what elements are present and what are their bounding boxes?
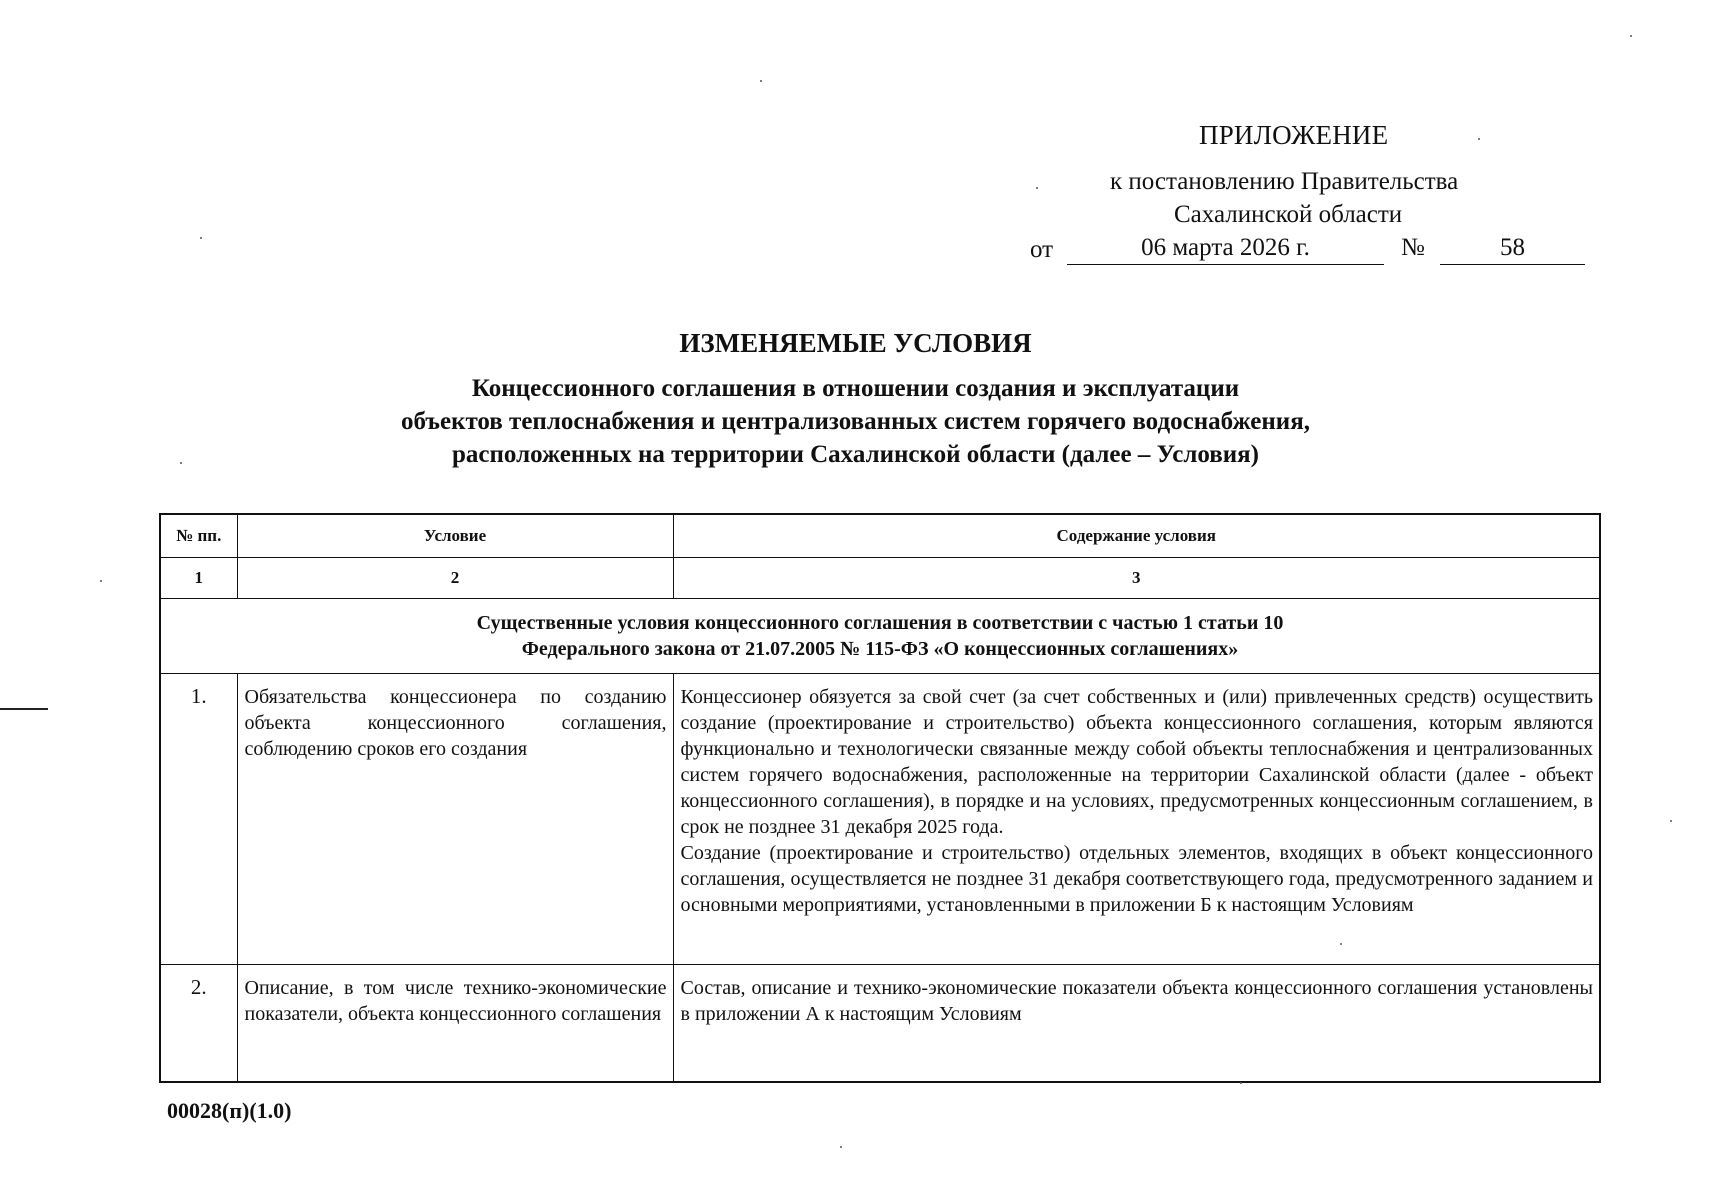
row-condition: Описание, в том числе технико-экономические показатели, объекта концессионного соглашения	[237, 965, 673, 1083]
column-number: 3	[673, 558, 1600, 599]
subtitle-line: Концессионного соглашения в отношении создания и эксплуатации	[471, 375, 1240, 402]
scan-speck	[1036, 187, 1038, 189]
table-row	[160, 965, 1600, 1083]
row-content	[673, 965, 1600, 1083]
table-row	[160, 674, 1600, 965]
appendix-title: ПРИЛОЖЕНИЕ	[1199, 120, 1389, 150]
column-number: 2	[237, 558, 673, 599]
scan-speck	[1630, 35, 1632, 37]
scan-speck	[200, 237, 202, 239]
scan-speck	[760, 80, 762, 82]
header-number: № пп.	[160, 514, 237, 558]
conditions-table	[159, 513, 1601, 1083]
header-content: Содержание условия	[673, 514, 1600, 558]
column-number: 1	[160, 558, 237, 599]
date-label: от	[1030, 236, 1054, 263]
section-header	[160, 599, 1600, 674]
scan-speck	[1670, 820, 1672, 822]
decree-number: 58	[1440, 234, 1585, 265]
document-code: 00028(п)(1.0)	[167, 1098, 292, 1123]
document-subtitle	[0, 372, 1711, 471]
subtitle-line: объектов теплоснабжения и централизованных систем горячего водоснабжения,	[401, 408, 1310, 435]
section-header-row	[160, 599, 1600, 674]
subtitle-line: расположенных на территории Сахалинской области (далее – Условия)	[452, 441, 1259, 468]
row-number: 1.	[160, 674, 237, 965]
content-paragraph: Создание (проектирование и строительство) отдельных элементов, входящих в объект концессионного соглашения, осуществляется не позднее 31 декабря соответствующего года, предусмотренного заданием и основными мероприятиями, установленными в приложении Б к настоящим Условиям	[680, 842, 1593, 916]
document-title: ИЗМЕНЯЕМЫЕ УСЛОВИЯ	[679, 328, 1032, 358]
content-paragraph: Концессионер обязуется за свой счет (за счет собственных и (или) привлеченных средств) осуществить создание (проектирование и строительство) объекта концессионного соглашения, которым являются функционально и технологически связанные между собой объекты теплоснабжения и централизованных систем горячего водоснабжения, расположенные на территории Сахалинской области (далее - объект концессионного соглашения), в порядке и на условиях, предусмотренных концессионным соглашением, в срок не позднее 31 декабря 2025 года.	[680, 686, 1593, 838]
header-condition: Условие	[237, 514, 673, 558]
section-line: Существенные условия концессионного соглашения в соответствии с частью 1 статьи 10	[476, 612, 1284, 634]
decree-date: 06 марта 2026 г.	[1067, 234, 1384, 265]
scan-speck	[180, 462, 182, 464]
section-line: Федерального закона от 21.07.2005 № 115-ФЗ «О концессионных соглашениях»	[521, 638, 1239, 660]
row-number: 2.	[160, 965, 237, 1083]
column-number-row	[160, 558, 1600, 599]
row-condition: Обязательства концессионера по созданию объекта концессионного соглашения, соблюдению сроков его создания	[237, 674, 673, 965]
content-paragraph: Состав, описание и технико-экономические показатели объекта концессионного соглашения установлены в приложении А к настоящим Условиям	[680, 977, 1593, 1025]
number-label: №	[1401, 234, 1425, 261]
appendix-line-2: Сахалинской области	[1174, 201, 1403, 228]
margin-mark	[0, 708, 48, 710]
appendix-line-1: к постановлению Правительства	[1110, 168, 1459, 195]
scan-speck	[1240, 1082, 1242, 1084]
table-header-row	[160, 514, 1600, 558]
scan-speck	[1340, 943, 1342, 945]
row-content	[673, 674, 1600, 965]
scan-speck	[100, 580, 102, 582]
scan-speck	[1478, 138, 1480, 140]
scan-speck	[840, 1146, 842, 1148]
